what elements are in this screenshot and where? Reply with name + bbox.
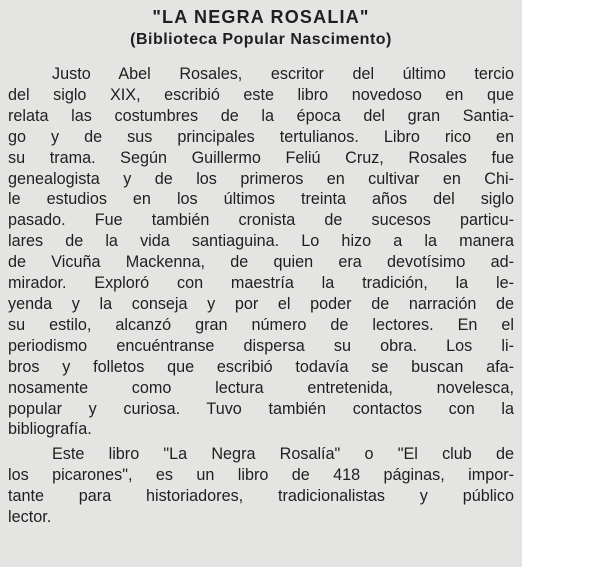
paragraph-line: los picarones", es un libro de 418 páginas, impor- <box>8 466 514 485</box>
article-subtitle: (Biblioteca Popular Nascimento) <box>130 31 392 48</box>
paragraph-line: lares de la vida santiaguina. Lo hizo a la manera <box>8 232 514 251</box>
paragraph-line: de Vicuña Mackenna, de quien era devotísimo ad- <box>8 253 514 272</box>
paragraph-line: relata las costumbres de la época del gran Santia- <box>8 106 514 125</box>
paragraph-line: su trama. Según Guillermo Feliú Cruz, Rosales fue <box>8 148 514 167</box>
paragraph-line: su estilo, alcanzó gran número de lectores. En el <box>8 315 514 334</box>
paragraph-line: nosamente como lectura entretenida, novelesca, <box>8 378 514 397</box>
paragraph-line: pasado. Fue también cronista de sucesos particu- <box>8 211 514 230</box>
paragraph-line: yenda y la conseja y por el poder de narración de <box>8 294 514 313</box>
paragraph-line: go y de sus principales tertulianos. Libro rico en <box>8 127 514 146</box>
paragraph-line: lector. <box>8 508 52 527</box>
paragraph-line: periodismo encuéntranse dispersa su obra. Los li- <box>8 336 514 355</box>
article-paragraph-2 <box>8 444 514 528</box>
paragraph-line: popular y curiosa. Tuvo también contactos con la <box>8 399 514 418</box>
paragraph-line: mirador. Exploró con maestría la tradición, la le- <box>8 274 514 293</box>
paragraph-line: del siglo XIX, escribió este libro novedoso en que <box>8 85 514 104</box>
paragraph-line: Justo Abel Rosales, escritor del último tercio <box>52 65 514 83</box>
paragraph-line: tante para historiadores, tradicionalistas y público <box>8 487 514 506</box>
paragraph-line: le estudios en los últimos treinta años del siglo <box>8 190 514 209</box>
paragraph-line: genealogista y de los primeros en cultivar en Chi- <box>8 169 514 188</box>
article-title: "LA NEGRA ROSALIA" <box>152 7 370 27</box>
paragraph-line: bibliografía. <box>8 420 92 439</box>
paragraph-line: bros y folletos que escribió todavía se buscan afa- <box>8 357 514 376</box>
article-paragraph-1 <box>8 64 514 440</box>
paragraph-line: Este libro "La Negra Rosalía" o "El club de <box>52 445 514 464</box>
